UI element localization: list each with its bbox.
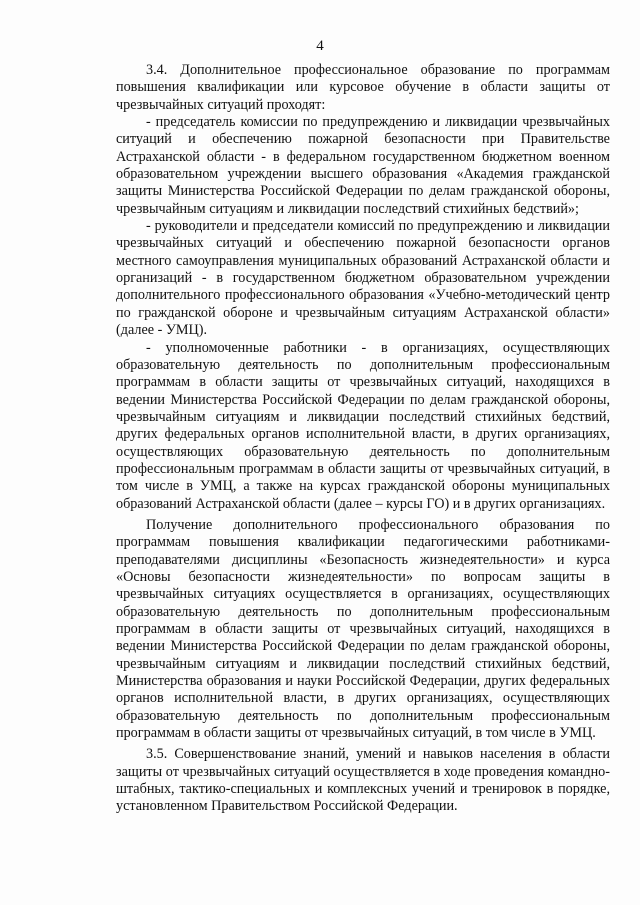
paragraph-3-4: 3.4. Дополнительное профессиональное образование по программам повышения квалификации или курсовое обучение в области защиты от чрезвычайных ситуаций проходят: xyxy=(116,62,610,113)
list-item-chairman: - председатель комиссии по предупреждению и ликвидации чрезвычайных ситуаций и обеспечению пожарной безопасности при Правительстве Астраханской области - в федеральном государственном бюджетном военном образовательном учреждении высшего образования «Академия гражданской защиты Министерства Российской Федерации по делам гражданской обороны, чрезвычайным ситуациям и ликвидации последствий стихийных бедствий»; xyxy=(116,114,610,217)
paragraph-3-5: 3.5. Совершенствование знаний, умений и навыков населения в области защиты от чрезвычайных ситуаций осуществляется в ходе проведения командно-штабных, тактико-специальных и комплексных учений и тренировок в порядке, установленном Правительством Российской Федерации. xyxy=(116,746,610,815)
paragraph-teachers: Получение дополнительного профессионального образования по программам повышения квалификации педагогическими работниками-преподавателями дисциплины «Безопасность жизнедеятельности» и курса «Основы безопасности жизнедеятельности» по вопросам защиты в чрезвычайных ситуациях осуществляется в организациях, осуществляющих образовательную деятельность по дополнительным профессиональным программам в области защиты от чрезвычайных ситуаций, находящихся в ведении Министерства Российской Федерации по делам гражданской обороны, чрезвычайным ситуациям и ликвидации последствий стихийных бедствий, Министерства образования и науки Российской Федерации, других федеральных органов исполнительной власти, в других организациях, осуществляющих образовательную деятельность по дополнительным профессиональным программам в области защиты от чрезвычайных ситуаций, в том числе в УМЦ. xyxy=(116,516,610,742)
list-item-authorized: - уполномоченные работники - в организациях, осуществляющих образовательную деятельность по дополнительным профессиональным программам в области защиты от чрезвычайных ситуаций, находящихся в ведении Министерства Российской Федерации по делам гражданской обороны, чрезвычайным ситуациям и ликвидации последствий стихийных бедствий, других федеральных органов исполнительной власти, в других организациях, осуществляющих образовательную деятельность по дополнительным профессиональным программам в области защиты от чрезвычайных ситуаций, в том числе в УМЦ, а также на курсах гражданской обороны муниципальных образований Астраханской области (далее – курсы ГО) и в других организациях. xyxy=(116,339,610,512)
document-body xyxy=(116,62,610,816)
page-number: 4 xyxy=(316,38,324,54)
list-item-heads: - руководители и председатели комиссий по предупреждению и ликвидации чрезвычайных ситуаций и обеспечению пожарной безопасности органов местного самоуправления муниципальных образований Астраханской области и организаций - в государственном бюджетном образовательном учреждении дополнительного профессионального образования «Учебно-методический центр по гражданской обороне и чрезвычайным ситуациям Астраханской области» (далее - УМЦ). xyxy=(116,218,610,339)
